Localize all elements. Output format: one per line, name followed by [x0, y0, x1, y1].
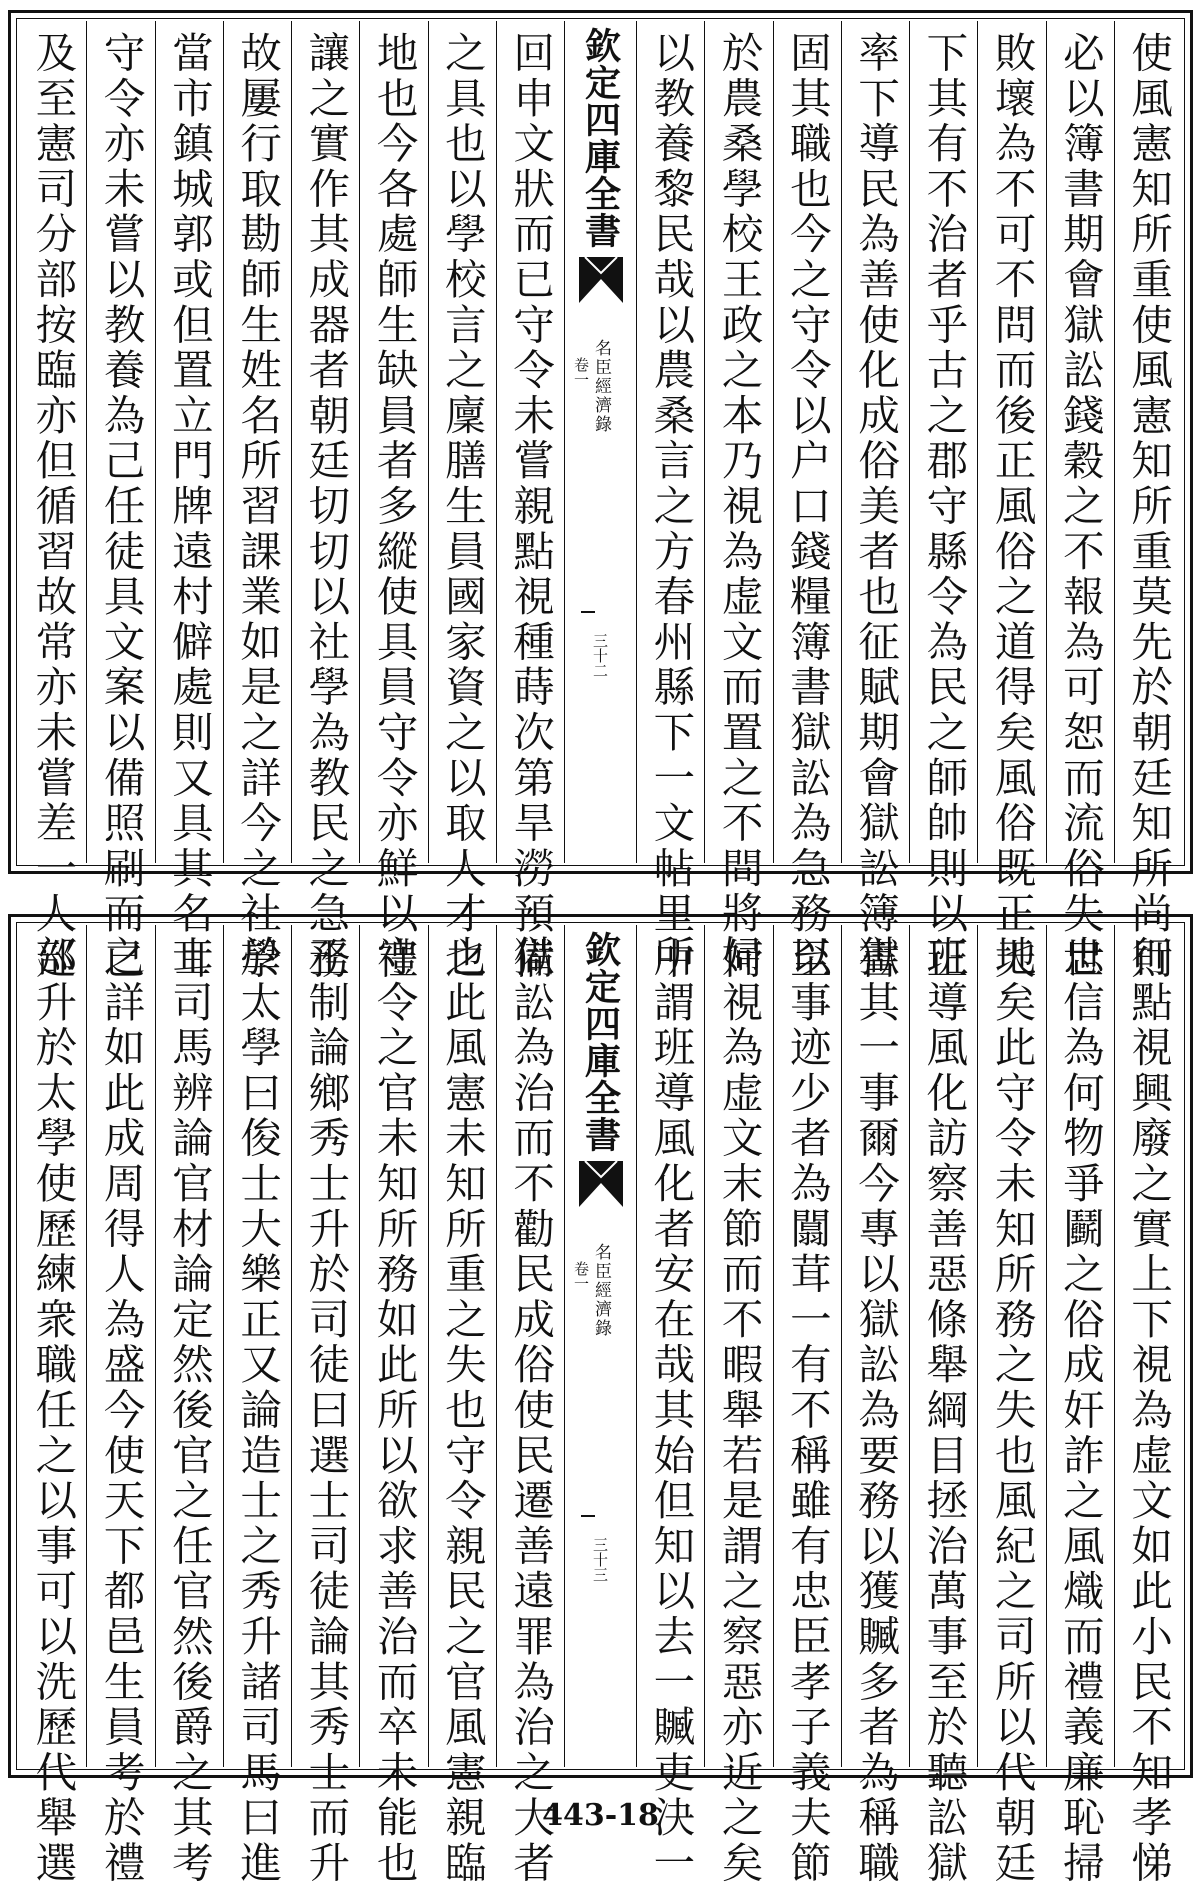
text-column — [19, 21, 86, 983]
text-column — [359, 21, 427, 983]
column-text: 守令之官未知所務如此所以欲求善治而卒未能也 — [369, 935, 419, 1886]
text-column — [1114, 925, 1182, 1886]
column-text: 班導風化訪察善惡條舉綱目拯治萬事至於聽訟獄 — [919, 935, 969, 1886]
fishtail-mark-icon — [579, 257, 623, 303]
text-column — [428, 925, 496, 1886]
center-fold-column — [564, 21, 636, 863]
center-book-title: 名臣經濟錄 — [591, 1243, 611, 1338]
text-column — [155, 925, 223, 1886]
column-text: 也此風憲未知所重之失也守令親民之官風憲親臨 — [437, 935, 487, 1886]
column-text: 敗壞為不可不問而後正風俗之道得矣風俗既正天 — [987, 31, 1037, 983]
text-column — [636, 21, 704, 983]
column-text: 地也今各處師生缺員者多縱使具員守令亦鮮以禮 — [369, 31, 419, 983]
text-column — [1046, 925, 1114, 1886]
text-column — [636, 925, 704, 1886]
center-page-number: 三十二 — [591, 633, 609, 678]
text-column — [359, 925, 427, 1886]
column-text: 行點視興廢之實上下視為虚文如此小民不知孝悌 — [1124, 935, 1174, 1886]
text-column — [704, 925, 772, 1886]
column-text: 以事迹少者為闒茸一有不稱雖有忠臣孝子義夫節 — [782, 935, 832, 1886]
text-column — [909, 21, 977, 983]
column-text: 王制論鄉秀士升於司徒曰選士司徒論其秀士而升 — [301, 935, 351, 1886]
text-column — [977, 21, 1045, 983]
column-text: 獄其一事爾今專以獄訟為要務以獲贓多者為稱職 — [851, 935, 901, 1886]
column-text: 必以簿書期會獄訟錢穀之不報為可恕而流俗失世 — [1055, 31, 1105, 983]
column-text: 部升於太學使歷練衆職任之以事可以洗歷代舉選 — [28, 935, 78, 1886]
text-column — [977, 925, 1045, 1886]
column-text: 忠信為何物爭鬬之俗成奸詐之風熾而禮義廉恥掃 — [1055, 935, 1105, 1886]
text-column — [773, 925, 841, 1886]
text-column — [86, 21, 154, 983]
text-column — [291, 925, 359, 1886]
text-column — [773, 21, 841, 983]
center-fold-column — [564, 925, 636, 1767]
center-title: 欽定四庫全書 — [579, 27, 622, 249]
center-divider-mark — [581, 611, 595, 613]
center-title: 欽定四庫全書 — [579, 931, 622, 1153]
text-column — [841, 925, 909, 1886]
page-number-footer: 443-18 — [542, 1798, 659, 1833]
column-text: 士司馬辨論官材論定然後官之任官然後爵之其考 — [164, 935, 214, 1886]
column-text: 地矣此守令未知所務之失也風紀之司所以代朝廷 — [987, 935, 1037, 1886]
text-column — [1114, 21, 1182, 983]
text-column — [704, 21, 772, 983]
text-column — [223, 21, 291, 983]
text-column — [496, 21, 564, 983]
column-text: 所謂班導風化者安在哉其始但知以去一贓吏決一 — [646, 935, 696, 1886]
center-volume: 卷一 — [572, 1261, 590, 1291]
text-column — [1046, 21, 1114, 983]
center-divider-mark — [581, 1515, 595, 1517]
text-column — [496, 925, 564, 1886]
column-text: 故屢行取勘師生姓名所習課業如是之詳今之社學 — [233, 31, 283, 983]
column-text: 守令亦未嘗以教養為己任徒具文案以備照刷而已 — [96, 31, 146, 983]
column-text: 及至憲司分部按臨亦但循習故常亦未嘗差一人廵 — [28, 31, 78, 983]
text-column — [841, 21, 909, 983]
column-text: 率下導民為善使化成俗美者也征賦期會獄訟簿書 — [851, 31, 901, 983]
column-text: 獄訟為治而不勸民成俗使民遷善遠罪為治之大者 — [506, 935, 556, 1886]
text-column — [19, 925, 86, 1886]
top-page-columns — [19, 21, 1182, 983]
text-column — [223, 925, 291, 1886]
column-text: 使風憲知所重使風憲知所重莫先於朝廷知所尚則 — [1124, 31, 1174, 983]
column-text: 於太學曰俊士大樂正又論造士之秀升諸司馬曰進 — [233, 935, 283, 1886]
center-page-number: 三十三 — [591, 1537, 609, 1582]
fishtail-mark-icon — [579, 1161, 623, 1207]
column-text: 婦視為虚文末節而不暇舉若是謂之察惡亦近之矣 — [714, 935, 764, 1886]
column-text: 當市鎮城郭或但置立門牌遠村僻處則又具其名耳 — [164, 31, 214, 983]
text-column — [909, 925, 977, 1886]
column-text: 回申文狀而已守令未嘗親點視種蒔次第旱澇預備 — [506, 31, 556, 983]
column-text: 下其有不治者乎古之郡守縣令為民之師帥則以正 — [919, 31, 969, 983]
column-text: 之詳如此成周得人為盛今使天下都邑生員考於禮 — [96, 935, 146, 1886]
column-text: 之具也以學校言之廩膳生員國家資之以取人才之 — [437, 31, 487, 983]
column-text: 於農桑學校王政之本乃視為虚文而置之不問將何 — [714, 31, 764, 983]
top-page-panel — [8, 10, 1193, 983]
column-text: 讓之實作其成器者朝廷切切以社學為教民之急務 — [301, 31, 351, 983]
text-column — [291, 21, 359, 983]
text-column — [155, 21, 223, 983]
text-column — [428, 21, 496, 983]
column-text: 固其職也今之守令以户口錢糧簿書獄訟為急務至 — [782, 31, 832, 983]
center-volume: 卷一 — [572, 357, 590, 387]
center-book-title: 名臣經濟錄 — [591, 339, 611, 434]
column-text: 以教養黎民哉以農桑言之方春州縣下一文帖里中 — [646, 31, 696, 983]
text-column — [86, 925, 154, 1886]
